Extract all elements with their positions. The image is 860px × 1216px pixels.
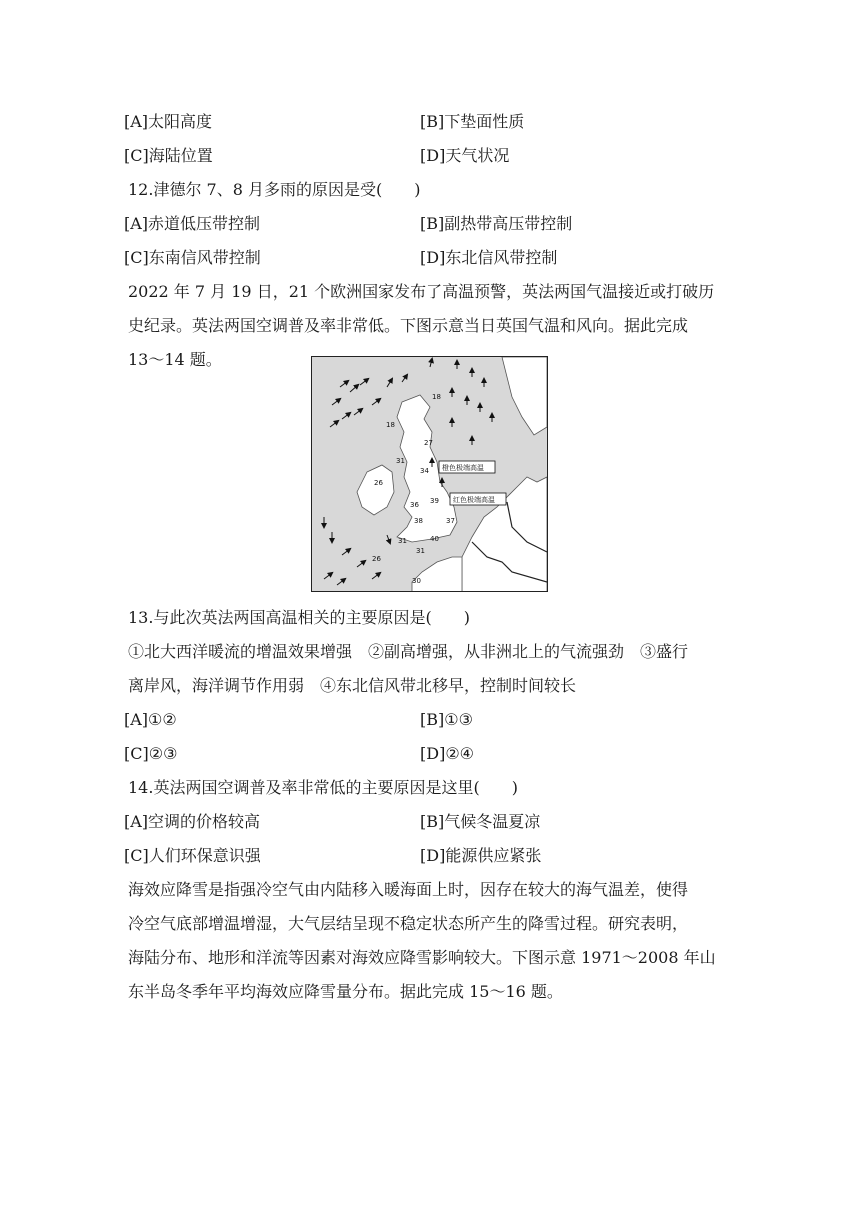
q12-stem: 12.津德尔 7、8 月多雨的原因是受( ) (128, 180, 421, 199)
q13-line1: ①北大西洋暖流的增温效果增强 ②副高增强，从非洲北上的气流强劲 ③盛行 (128, 642, 689, 661)
temp-label: 31 (396, 457, 405, 465)
temp-label: 30 (412, 577, 421, 585)
q12-option-c: [C]东南信风带控制 (124, 248, 261, 267)
q11-option-d: [D]天气状况 (420, 146, 510, 165)
q11-option-b: [B]下垫面性质 (420, 112, 525, 131)
temp-label: 27 (424, 439, 433, 447)
temp-label: 18 (386, 421, 395, 429)
q12-option-a: [A]赤道低压带控制 (124, 214, 261, 233)
orange-heat-label: 橙色极端高温 (442, 464, 484, 472)
temp-label: 26 (372, 555, 381, 563)
temp-label: 31 (416, 547, 425, 555)
passage1-line3: 13～14 题。 (128, 350, 222, 369)
temp-label: 26 (374, 479, 383, 487)
temp-label: 34 (420, 467, 429, 475)
q13-stem: 13.与此次英法两国高温相关的主要原因是( ) (128, 608, 470, 627)
q14-option-b: [B]气候冬温夏凉 (420, 812, 541, 831)
temp-label: 31 (398, 537, 407, 545)
q11-option-c: [C]海陆位置 (124, 146, 213, 165)
q13-option-c: [C]②③ (124, 744, 178, 763)
uk-temperature-wind-map (311, 356, 548, 592)
temp-label: 18 (432, 393, 441, 401)
temp-label: 36 (410, 501, 419, 509)
passage2-line4: 东半岛冬季年平均海效应降雪量分布。据此完成 15～16 题。 (128, 982, 563, 1001)
q11-option-a: [A]太阳高度 (124, 112, 213, 131)
passage2-line2: 冷空气底部增温增湿，大气层结呈现不稳定状态所产生的降雪过程。研究表明， (128, 914, 689, 933)
q13-option-d: [D]②④ (420, 744, 474, 763)
temp-label: 40 (430, 535, 439, 543)
red-heat-label: 红色极端高温 (453, 496, 495, 504)
q13-option-a: [A]①② (124, 710, 177, 729)
q13-option-b: [B]①③ (420, 710, 473, 729)
q14-option-c: [C]人们环保意识强 (124, 846, 261, 865)
temp-label: 39 (430, 497, 439, 505)
q13-line2: 离岸风，海洋调节作用弱 ④东北信风带北移早，控制时间较长 (128, 676, 577, 695)
q12-option-d: [D]东北信风带控制 (420, 248, 558, 267)
map-svg (312, 357, 547, 591)
passage2-line3: 海陆分布、地形和洋流等因素对海效应降雪影响较大。下图示意 1971～2008 年山 (128, 948, 716, 967)
q12-option-b: [B]副热带高压带控制 (420, 214, 573, 233)
q14-option-a: [A]空调的价格较高 (124, 812, 261, 831)
temp-label: 38 (414, 517, 423, 525)
passage1-line1: 2022 年 7 月 19 日，21 个欧洲国家发布了高温预警，英法两国气温接近或打破历 (128, 282, 715, 301)
passage2-line1: 海效应降雪是指强冷空气由内陆移入暖海面上时，因存在较大的海气温差，使得 (128, 880, 689, 899)
passage1-line2: 史纪录。英法两国空调普及率非常低。下图示意当日英国气温和风向。据此完成 (128, 316, 689, 335)
q14-option-d: [D]能源供应紧张 (420, 846, 542, 865)
q14-stem: 14.英法两国空调普及率非常低的主要原因是这里( ) (128, 778, 518, 797)
temp-label: 37 (446, 517, 455, 525)
